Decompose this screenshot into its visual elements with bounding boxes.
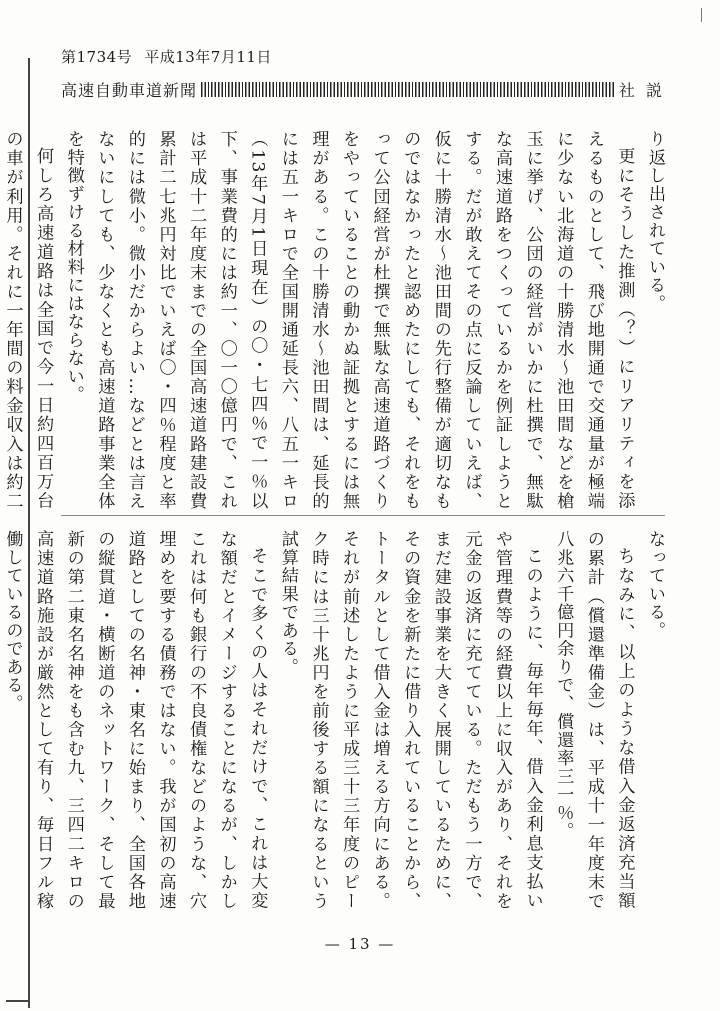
publication-name: 高速自動車道新聞 <box>61 80 198 100</box>
page-number: — 13 — <box>324 935 396 953</box>
paragraph: ちなみに、以上のような借入金返済充当額の累計（償還準備金）は、平成十一年度末で八兆六千億円余りで、償還率三一％。 <box>553 530 635 910</box>
issue-line <box>61 46 284 67</box>
paragraph: 何しろ高速道路は全国で今一日約四百万台の車が利用。それに一年間の料金収入は約二 <box>2 130 54 510</box>
paragraph: 更にそうした推測（？）にリアリティを添えるものとして、飛び地開通で交通量が極端に少ない北海道の十勝清水～池田間などを槍玉に挙げ、公団の経営がいかに杜撰で、無駄な高速道路をつくっているかを例証しようとする。だが敢えてその点に反論していえば、仮に十勝清水～池田間の先行整備が適切なものではなかったと認めたにしても、それをもって公団経営が杜撰で無駄な高速道路づくりをやっていることの動かぬ証拠とするには無理がある。この十勝清水～池田間は、延長的には五一キロで全国開通延長六、八五一キロ（13年7月1日現在）の〇・七四％で一％以下、事業費的には約一、〇一〇億円で、これは平成十二年度末までの全国高速道路建設費累計二七兆円対比でいえば〇・四％程度と率的には微小。微小だからよい…などとは言えないにしても、少なくとも高速道路事業全体を特徴ずける材料にはならない。 <box>63 130 635 510</box>
editorial-lower-column <box>2 530 670 910</box>
paragraph: そこで多くの人はそれだけで、これは大変な額だとイメージすることになるが、しかしこれは何も銀行の不良債権などのような、穴埋めを要する債務ではない。我が国初の高速道路としての名神・東名に始まり、全国各地の縦貫道・横断道のネットワーク、そして最新の第二東名名神をも含む九、三四二キロの高速道路施設が厳然として有り、毎日フル稼働しているのである。 <box>2 530 268 910</box>
corner-mark <box>701 8 702 22</box>
section-label: 社 説 <box>618 80 665 100</box>
publication-bar <box>61 78 665 100</box>
binding-rule-foot <box>6 1000 30 1002</box>
paragraph: なっている。 <box>645 530 665 640</box>
paragraph: り返し出されている。 <box>645 130 665 313</box>
column-divider <box>61 515 665 516</box>
issue-date: 平成13年7月11日 <box>144 48 272 66</box>
hatch-rule <box>201 82 615 97</box>
issue-number: 第1734号 <box>61 48 133 66</box>
editorial-upper-column <box>2 130 670 510</box>
paragraph: このように、毎年毎年、借入金利息支払いや管理費等の経費以上に収入があり、それを元金の返済に充てている。ただもう一方で、まだ建設事業を大きく展開しているために、その資金を新たに借り入れていることから、トータルとして借入金は増える方向にある。それが前述したように平成三十三年度のピーク時には三十兆円を前後する額になるという試算結果である。 <box>277 530 543 910</box>
